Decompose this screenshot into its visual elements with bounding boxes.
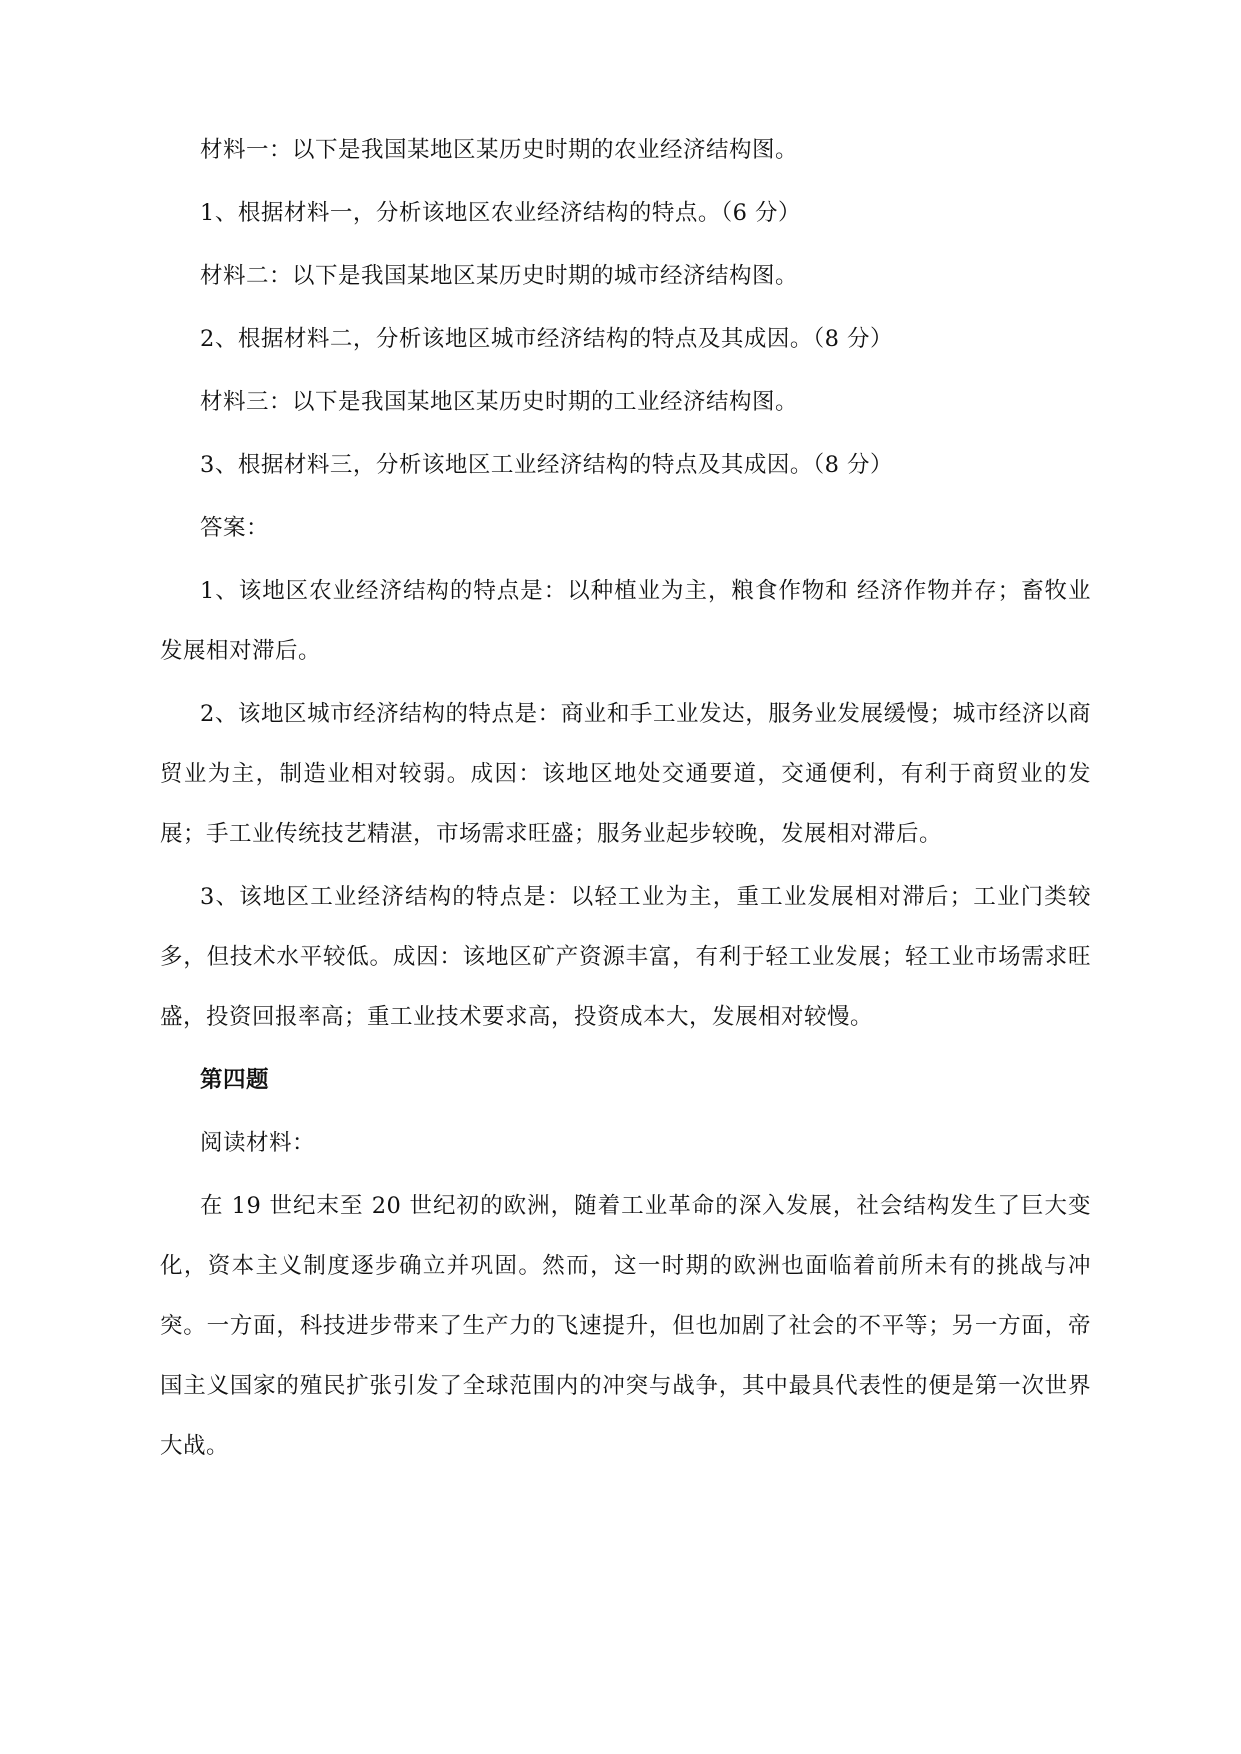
document-body: [160, 134, 1091, 1493]
reading-material-text: 在 19 世纪末至 20 世纪初的欧洲，随着工业革命的深入发展，社会结构发生了巨大变化，资本主义制度逐步确立并巩固。然而，这一时期的欧洲也面临着前所未有的挑战与冲突。一方面，科技进步带来了生产力的飞速提升，但也加剧了社会的不平等；另一方面，帝国主义国家的殖民扩张引发了全球范围内的冲突与战争，其中最具代表性的便是第一次世界大战。: [160, 1193, 1091, 1459]
question-2: 2、根据材料二，分析该地区城市经济结构的特点及其成因。（8 分）: [200, 326, 894, 352]
material-2-intro: 材料二：以下是我国某地区某历史时期的城市经济结构图。: [200, 263, 799, 289]
answer-2: 2、该地区城市经济结构的特点是：商业和手工业发达，服务业发展缓慢；城市经济以商贸业为主，制造业相对较弱。成因：该地区地处交通要道，交通便利，有利于商贸业的发展；手工业传统技艺精湛，市场需求旺盛；服务业起步较晚，发展相对滞后。: [160, 701, 1091, 847]
question-1: 1、根据材料一，分析该地区农业经济结构的特点。（6 分）: [200, 200, 802, 226]
answer-3: 3、该地区工业经济结构的特点是：以轻工业为主，重工业发展相对滞后；工业门类较多，但技术水平较低。成因：该地区矿产资源丰富，有利于轻工业发展；轻工业市场需求旺盛，投资回报率高；重工业技术要求高，投资成本大，发展相对较慢。: [160, 884, 1091, 1030]
section-title-question-4: 第四题: [200, 1067, 270, 1093]
answer-1: 1、该地区农业经济结构的特点是：以种植业为主，粮食作物和 经济作物并存；畜牧业发展相对滞后。: [160, 578, 1091, 664]
question-3: 3、根据材料三，分析该地区工业经济结构的特点及其成因。（8 分）: [200, 452, 894, 478]
reading-material-label: 阅读材料：: [200, 1130, 316, 1156]
material-1-intro: 材料一：以下是我国某地区某历史时期的农业经济结构图。: [200, 137, 799, 163]
material-3-intro: 材料三：以下是我国某地区某历史时期的工业经济结构图。: [200, 389, 799, 415]
answer-heading: 答案：: [200, 515, 270, 541]
